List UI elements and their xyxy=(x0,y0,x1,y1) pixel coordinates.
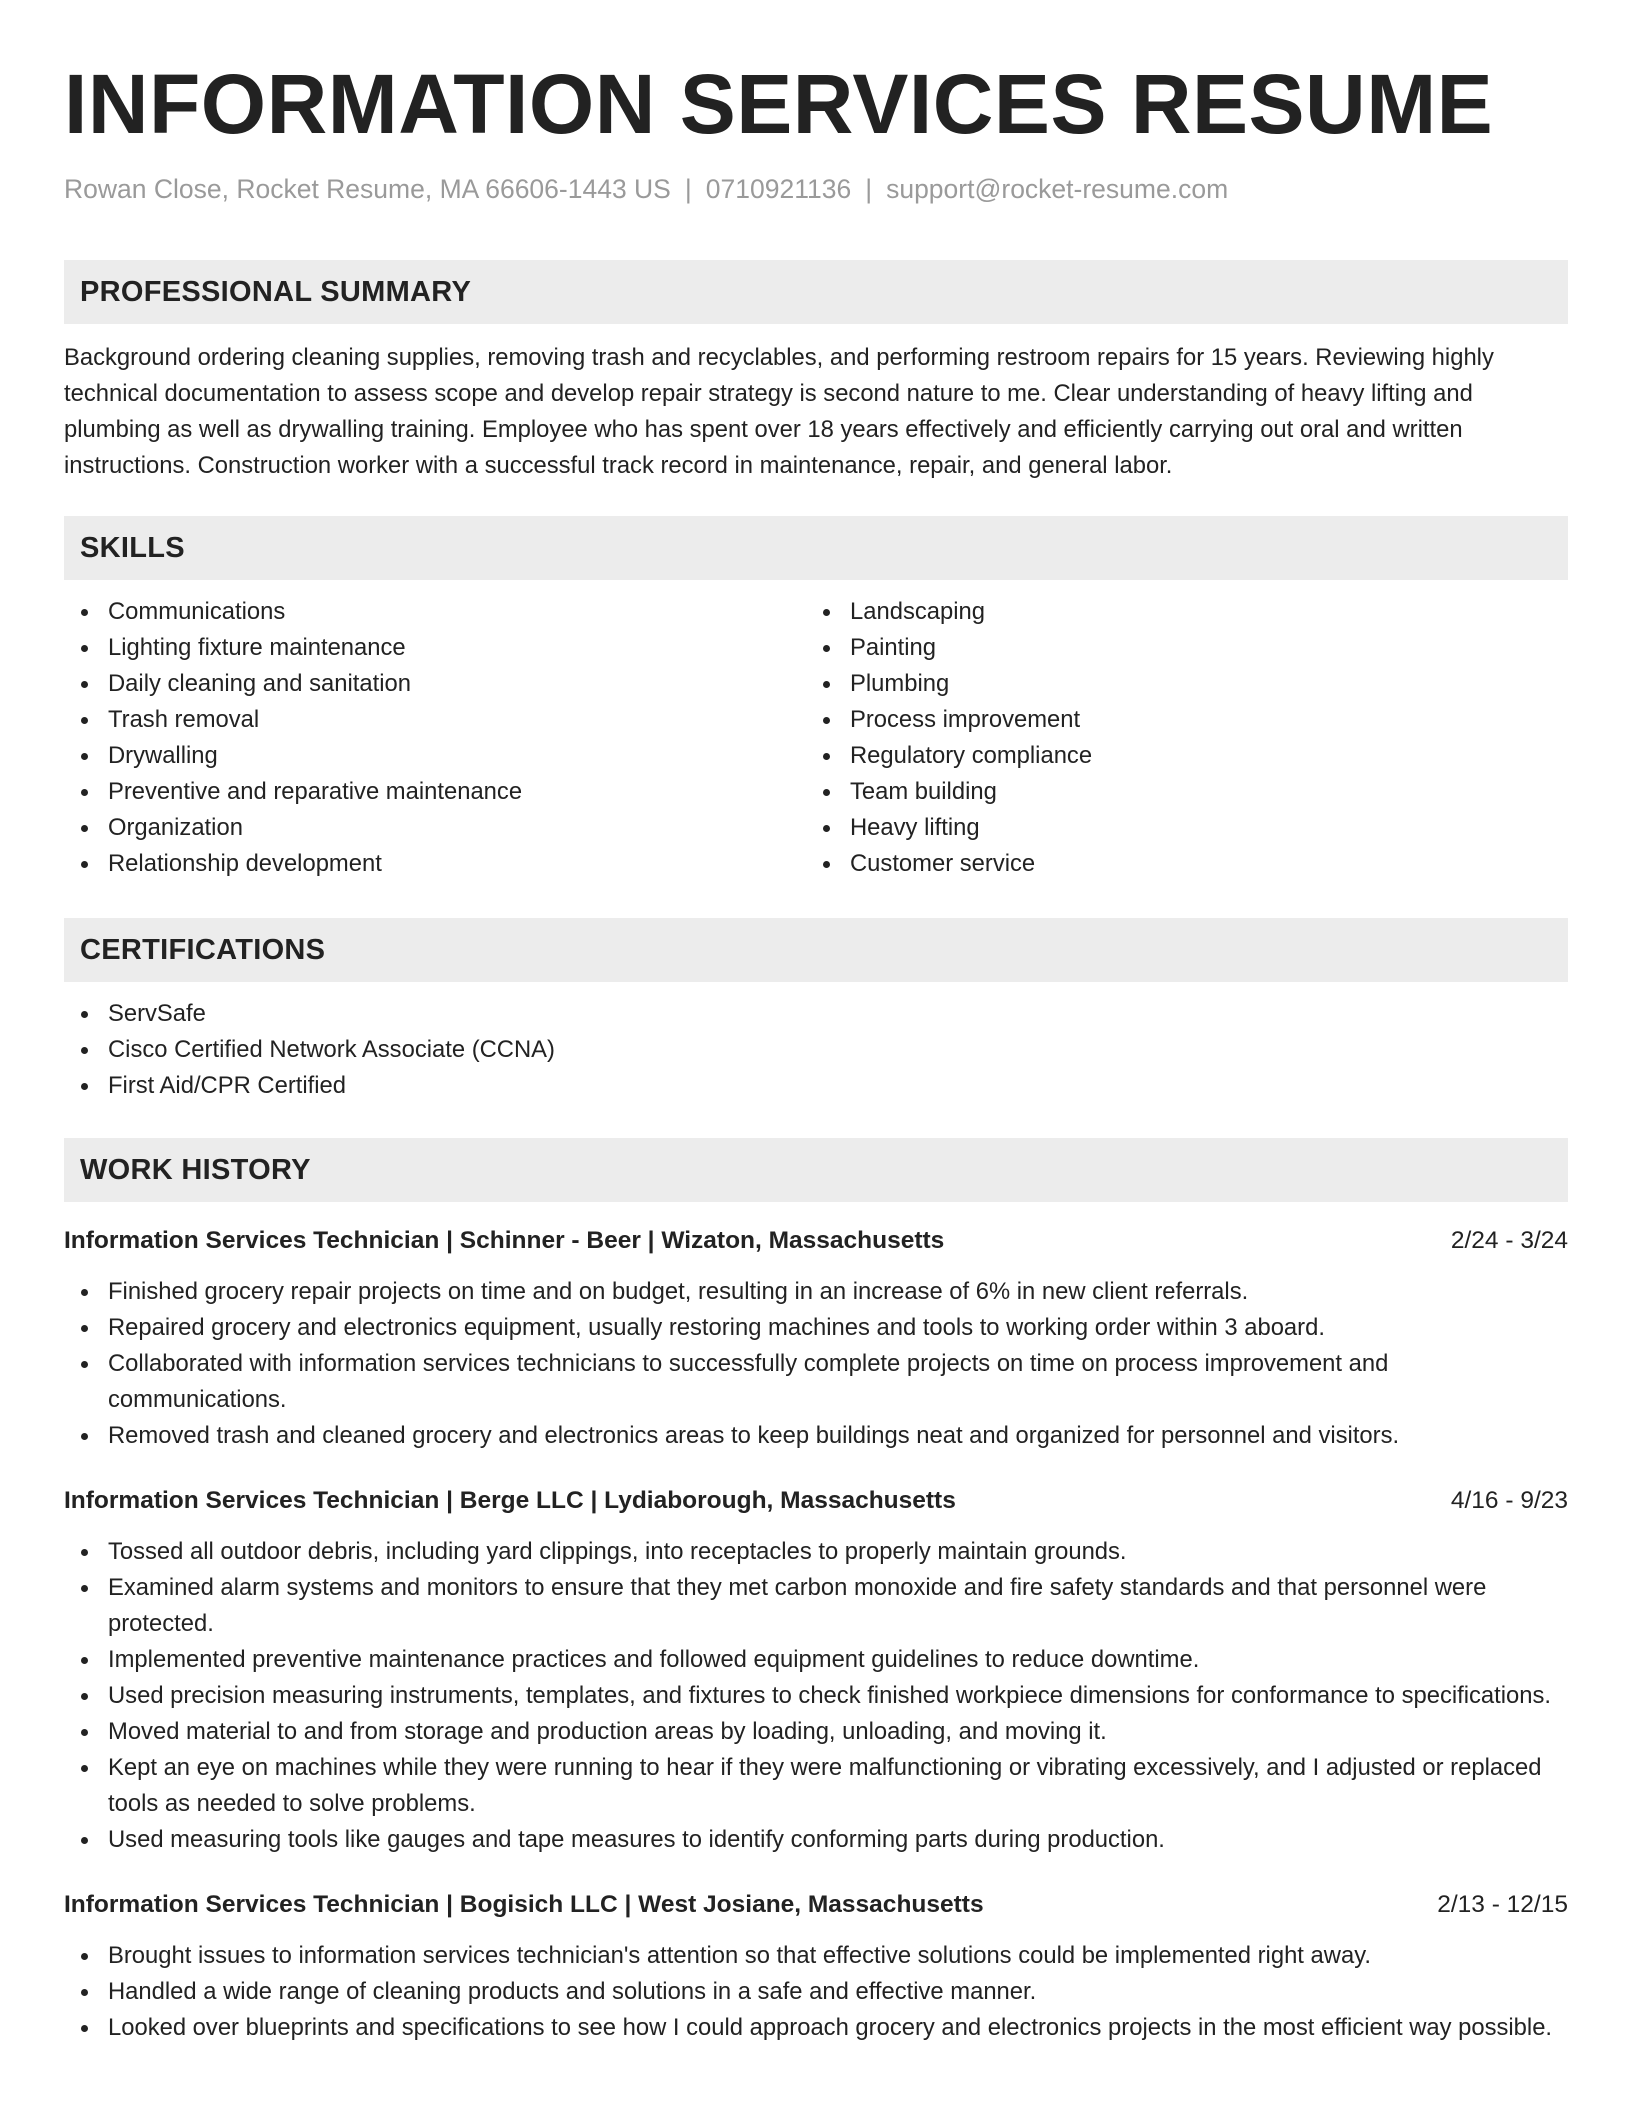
summary-text: Background ordering cleaning supplies, removing trash and recyclables, and performing restroom repairs for 15 years. Reviewing highly technical documentation to assess scope and develop repair strategy is second nature to me. Clear understanding of heavy lifting and plumbing as well as drywalling training. Employee who has spent over 18 years effectively and efficiently carrying out oral and written instructions. Construction worker with a successful track record in maintenance, repair, and general labor. xyxy=(64,344,1494,479)
job-bullet: Brought issues to information services technician's attention so that effective solutions could be implemented right away. xyxy=(108,1938,1568,1974)
skill-item: Preventive and reparative maintenance xyxy=(108,774,806,810)
job-bullet: Handled a wide range of cleaning products and solutions in a safe and effective manner. xyxy=(108,1974,1568,2010)
skill-item: Painting xyxy=(850,630,1568,666)
skills-list-right xyxy=(806,594,1568,882)
job-title: Information Services Technician | Bogisich LLC | West Josiane, Massachusetts xyxy=(64,1891,984,1918)
job-bullet: Looked over blueprints and specifications to see how I could approach grocery and electronics projects in the most efficient way possible. xyxy=(108,2010,1568,2046)
contact-phone: 0710921136 xyxy=(705,174,852,204)
skill-item: Relationship development xyxy=(108,846,806,882)
job-bullet: Repaired grocery and electronics equipment, usually restoring machines and tools to working order within 3 aboard. xyxy=(108,1310,1568,1346)
job-bullet: Used precision measuring instruments, templates, and fixtures to check finished workpiece dimensions for conformance to specifications. xyxy=(108,1678,1568,1714)
skill-item: Daily cleaning and sanitation xyxy=(108,666,806,702)
contact-separator: | xyxy=(684,174,692,204)
certification-item: First Aid/CPR Certified xyxy=(108,1068,1568,1104)
skill-item: Heavy lifting xyxy=(850,810,1568,846)
skill-item: Lighting fixture maintenance xyxy=(108,630,806,666)
skill-item: Process improvement xyxy=(850,702,1568,738)
job-entry xyxy=(64,1484,1568,1858)
section-header-summary: PROFESSIONAL SUMMARY xyxy=(64,260,1568,324)
certification-item: ServSafe xyxy=(108,996,1568,1032)
job-entry xyxy=(64,1888,1568,2046)
job-bullet: Examined alarm systems and monitors to ensure that they met carbon monoxide and fire safety standards and that personnel were protected. xyxy=(108,1570,1568,1642)
skill-item: Team building xyxy=(850,774,1568,810)
section-header-certifications: CERTIFICATIONS xyxy=(64,918,1568,982)
skill-item: Drywalling xyxy=(108,738,806,774)
job-bullet: Collaborated with information services technicians to successfully complete projects on time on process improvement and communications. xyxy=(108,1346,1568,1418)
skill-item: Trash removal xyxy=(108,702,806,738)
job-bullets xyxy=(64,1274,1568,1454)
section-header-skills: SKILLS xyxy=(64,516,1568,580)
contact-email[interactable]: support@rocket-resume.com xyxy=(886,174,1229,204)
job-bullet: Removed trash and cleaned grocery and electronics areas to keep buildings neat and organized for personnel and visitors. xyxy=(108,1418,1568,1454)
contact-line xyxy=(64,172,1568,206)
job-title: Information Services Technician | Schinner - Beer | Wizaton, Massachusetts xyxy=(64,1227,945,1254)
job-bullet: Kept an eye on machines while they were running to hear if they were malfunctioning or vibrating excessively, and I adjusted or replaced tools as needed to solve problems. xyxy=(108,1750,1568,1822)
job-dates: 2/24 - 3/24 xyxy=(1450,1227,1568,1254)
contact-address: Rowan Close, Rocket Resume, MA 66606-1443 US xyxy=(64,174,671,204)
certification-item: Cisco Certified Network Associate (CCNA) xyxy=(108,1032,1568,1068)
skill-item: Plumbing xyxy=(850,666,1568,702)
job-bullet: Moved material to and from storage and production areas by loading, unloading, and moving it. xyxy=(108,1714,1568,1750)
skill-item: Communications xyxy=(108,594,806,630)
skill-item: Landscaping xyxy=(850,594,1568,630)
skill-item: Organization xyxy=(108,810,806,846)
job-dates: 2/13 - 12/15 xyxy=(1437,1891,1568,1918)
job-entry xyxy=(64,1224,1568,1454)
skills-grid xyxy=(64,594,1568,882)
job-bullet: Tossed all outdoor debris, including yard clippings, into receptacles to properly maintain grounds. xyxy=(108,1534,1568,1570)
job-bullet: Finished grocery repair projects on time and on budget, resulting in an increase of 6% in new client referrals. xyxy=(108,1274,1568,1310)
job-header xyxy=(64,1888,1568,1922)
section-header-work-history: WORK HISTORY xyxy=(64,1138,1568,1202)
certifications-list xyxy=(64,996,1568,1104)
skill-item: Regulatory compliance xyxy=(850,738,1568,774)
contact-separator: | xyxy=(865,174,873,204)
job-bullets xyxy=(64,1938,1568,2046)
job-bullet: Implemented preventive maintenance practices and followed equipment guidelines to reduce downtime. xyxy=(108,1642,1568,1678)
skill-item: Customer service xyxy=(850,846,1568,882)
job-header xyxy=(64,1484,1568,1518)
job-bullets xyxy=(64,1534,1568,1858)
resume-title: INFORMATION SERVICES RESUME xyxy=(64,57,1494,151)
job-title: Information Services Technician | Berge LLC | Lydiaborough, Massachusetts xyxy=(64,1487,956,1514)
skills-list-left xyxy=(64,594,806,882)
job-header xyxy=(64,1224,1568,1258)
job-dates: 4/16 - 9/23 xyxy=(1450,1487,1568,1514)
job-bullet: Used measuring tools like gauges and tape measures to identify conforming parts during production. xyxy=(108,1822,1568,1858)
